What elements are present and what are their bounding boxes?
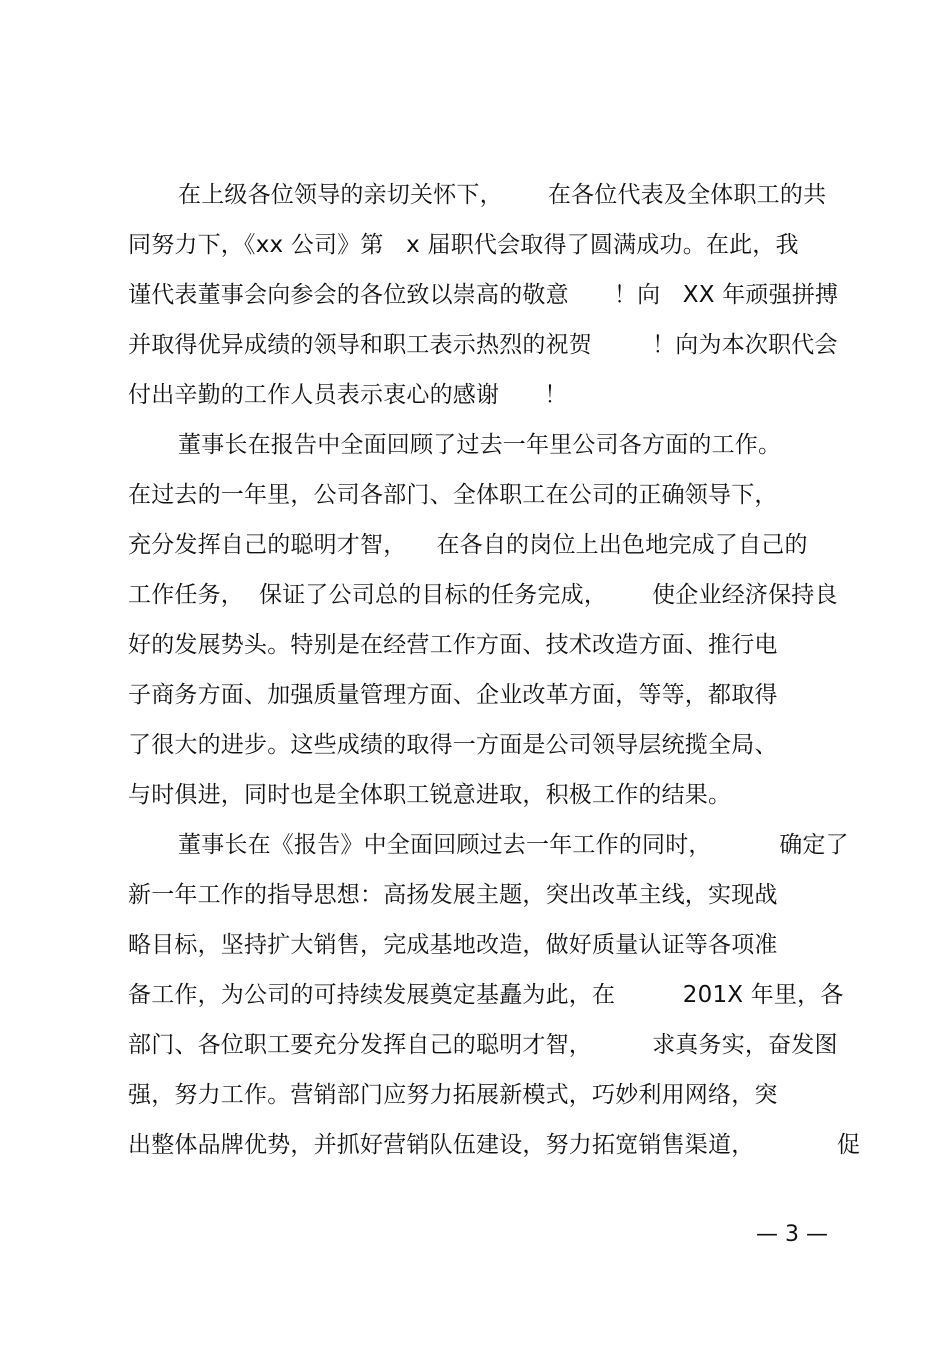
- paragraph-line: 在上级各位领导的亲切关怀下， 在各位代表及全体职工的共: [178, 182, 827, 208]
- paragraph-line: 备工作，为公司的可持续发展奠定基矗为此，在 201X 年里，各: [128, 982, 844, 1008]
- paragraph-line: 充分发挥自己的聪明才智， 在各自的岗位上出色地完成了自己的: [128, 532, 808, 558]
- paragraph-line: 同努力下，《xx 公司》第 x 届职代会取得了圆满成功。在此，我: [128, 232, 799, 258]
- paragraph-line: 强，努力工作。营销部门应努力拓展新模式，巧妙利用网络，突: [128, 1082, 778, 1108]
- paragraph-line: 出整体品牌优势，并抓好营销队伍建设，努力拓宽销售渠道， 促: [128, 1132, 861, 1158]
- paragraph-line: 董事长在报告中全面回顾了过去一年里公司各方面的工作。: [178, 432, 782, 458]
- paragraph-line: 好的发展势头。特别是在经营工作方面、技术改造方面、推行电: [128, 632, 778, 658]
- paragraph-line: 新一年工作的指导思想：高扬发展主题，突出改革主线，实现战: [128, 882, 778, 908]
- paragraph-line: 董事长在《报告》中全面回顾过去一年工作的同时， 确定了: [178, 832, 849, 858]
- page-number: — 3 —: [756, 1222, 828, 1247]
- paragraph-line: 在过去的一年里，公司各部门、全体职工在公司的正确领导下，: [128, 482, 778, 508]
- paragraph-line: 略目标，坚持扩大销售，完成基地改造，做好质量认证等各项准: [128, 932, 778, 958]
- paragraph-line: 部门、各位职工要充分发挥自己的聪明才智， 求真务实，奋发图: [128, 1032, 838, 1058]
- paragraph-line: 与时俱进，同时也是全体职工锐意进取，积极工作的结果。: [128, 782, 732, 808]
- paragraph-line: 子商务方面、加强质量管理方面、企业改革方面，等等，都取得: [128, 682, 778, 708]
- paragraph-line: 谨代表董事会向参会的各位致以崇高的敬意 ！向 XX 年顽强拼搏: [128, 282, 839, 308]
- paragraph-line: 工作任务， 保证了公司总的目标的任务完成， 使企业经济保持良: [128, 582, 838, 608]
- paragraph-line: 了很大的进步。这些成绩的取得一方面是公司领导层统揽全局、: [128, 732, 778, 758]
- paragraph-line: 付出辛勤的工作人员表示衷心的感谢 ！: [128, 382, 568, 408]
- paragraph-line: 并取得优异成绩的领导和职工表示热烈的祝贺 ！向为本次职代会: [128, 332, 838, 358]
